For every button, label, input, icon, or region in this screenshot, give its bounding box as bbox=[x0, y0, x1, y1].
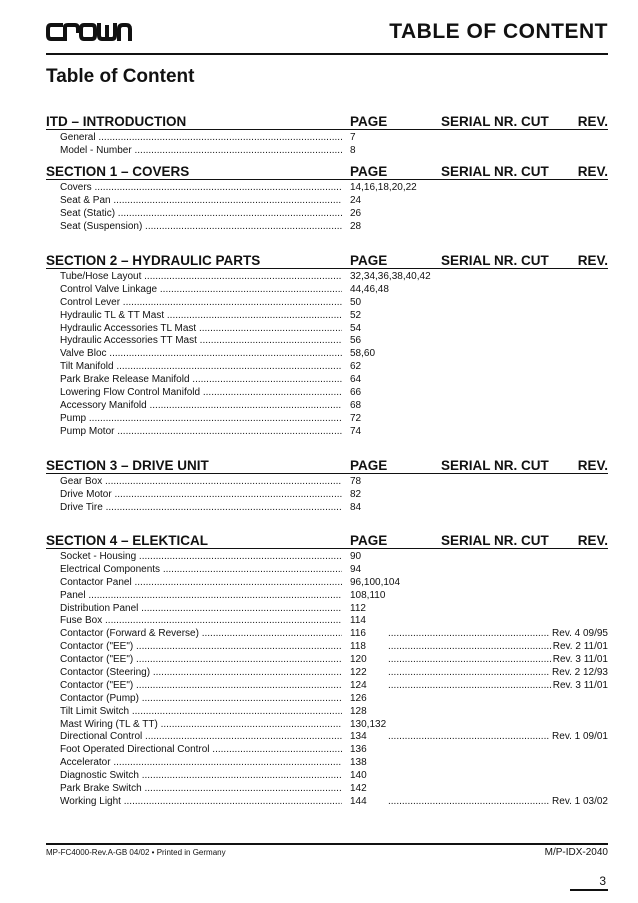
toc-entry[interactable] bbox=[46, 476, 608, 489]
entry-name: Drive Motor ..... bbox=[60, 489, 342, 502]
toc-entry[interactable] bbox=[46, 628, 608, 641]
entry-name: Hydraulic Accessories TL Mast ..... bbox=[60, 323, 342, 336]
entry-page: 118 bbox=[350, 641, 366, 653]
entry-rev-group bbox=[370, 654, 608, 667]
entry-rev-group bbox=[370, 628, 608, 641]
toc-entry[interactable] bbox=[46, 310, 608, 323]
entry-name: Hydraulic Accessories TT Mast ..... bbox=[60, 335, 342, 348]
entry-name: Contactor (Pump) ..... bbox=[60, 693, 342, 706]
entry-page: 128 bbox=[350, 705, 367, 717]
section-header bbox=[46, 533, 608, 549]
entry-rev-spacer bbox=[370, 641, 388, 654]
section-header bbox=[46, 164, 608, 180]
entry-name: Contactor Panel ..... bbox=[60, 577, 342, 590]
toc-entry[interactable] bbox=[46, 271, 608, 284]
entry-page: 78 bbox=[350, 476, 362, 487]
toc-entry[interactable] bbox=[46, 615, 608, 628]
entry-page: 7 bbox=[350, 132, 356, 143]
rev-column-label: REV. bbox=[577, 458, 608, 473]
rev-column-label: REV. bbox=[577, 253, 608, 268]
entry-rev-spacer bbox=[370, 667, 388, 680]
entry-page: 94 bbox=[350, 563, 362, 575]
entry-name: Tube/Hose Layout ..... bbox=[60, 271, 342, 284]
page-column-label: PAGE bbox=[350, 458, 388, 473]
leader-dots bbox=[388, 654, 551, 667]
entry-page: 114 bbox=[350, 615, 366, 627]
entry-name: Mast Wiring (TL & TT) ..... bbox=[60, 719, 342, 732]
entry-page: 130,132 bbox=[350, 718, 387, 730]
entry-name: Diagnostic Switch ..... bbox=[60, 770, 342, 783]
entry-name: Seat (Suspension) ..... bbox=[60, 221, 342, 234]
entry-page: 66 bbox=[350, 387, 362, 399]
entry-page: 58,60 bbox=[350, 348, 376, 360]
toc-entry[interactable] bbox=[46, 182, 608, 195]
rev-column-label: REV. bbox=[577, 114, 608, 129]
entry-page: 120 bbox=[350, 654, 367, 666]
section-header bbox=[46, 253, 608, 269]
leader-dots bbox=[388, 667, 550, 680]
entry-name: Accelerator ..... bbox=[60, 757, 342, 770]
section-title: ITD – INTRODUCTION bbox=[46, 114, 187, 129]
entry-name: Valve Bloc ..... bbox=[60, 348, 342, 361]
entry-page: 122 bbox=[350, 667, 367, 679]
toc-section bbox=[46, 164, 608, 234]
toc-entry[interactable] bbox=[46, 208, 608, 221]
page-header bbox=[46, 18, 608, 50]
toc-entry[interactable] bbox=[46, 489, 608, 502]
entry-page: 116 bbox=[350, 628, 366, 640]
toc-entry[interactable] bbox=[46, 577, 608, 590]
section-title: SECTION 1 – COVERS bbox=[46, 164, 190, 179]
entry-page: 140 bbox=[350, 770, 367, 782]
entry-name: Socket - Housing ..... bbox=[60, 551, 342, 564]
rev-column-label: REV. bbox=[577, 164, 608, 179]
entry-page: 74 bbox=[350, 425, 362, 437]
toc-entry[interactable] bbox=[46, 719, 608, 732]
entry-rev-group bbox=[370, 731, 608, 744]
entry-name: Contactor (Forward & Reverse) ..... bbox=[60, 628, 342, 641]
footer-document-id: MP-FC4000-Rev.A-GB 04/02 • Printed in Germany bbox=[46, 848, 226, 857]
section-title: SECTION 3 – DRIVE UNIT bbox=[46, 458, 209, 473]
entry-revision: Rev. 2 11/01 bbox=[552, 641, 608, 653]
header-title: TABLE OF CONTENT bbox=[389, 20, 608, 43]
entry-page: 134 bbox=[350, 731, 367, 743]
entry-rev-group bbox=[370, 641, 608, 654]
entry-name: Panel ..... bbox=[60, 590, 342, 603]
entry-name: Contactor ("EE") ..... bbox=[60, 654, 342, 667]
toc-section bbox=[46, 458, 608, 515]
toc-entry[interactable] bbox=[46, 757, 608, 770]
page-number: 3 bbox=[599, 874, 606, 888]
entry-name: Park Brake Switch ..... bbox=[60, 783, 342, 796]
entry-rev-spacer bbox=[370, 680, 388, 693]
entry-revision: Rev. 1 03/02 bbox=[552, 795, 608, 807]
page-column-label: PAGE bbox=[350, 114, 388, 129]
rev-column-label: REV. bbox=[577, 533, 608, 548]
entry-name: Gear Box ..... bbox=[60, 476, 342, 489]
toc-entry[interactable] bbox=[46, 195, 608, 208]
entry-page: 50 bbox=[350, 296, 362, 308]
serial-column-label: SERIAL NR. CUT bbox=[441, 164, 549, 179]
entry-page: 90 bbox=[350, 551, 362, 562]
toc-entry[interactable] bbox=[46, 783, 608, 796]
entry-page: 28 bbox=[350, 220, 362, 232]
leader-dots bbox=[388, 628, 550, 641]
entry-page: 52 bbox=[350, 309, 362, 321]
leader-dots bbox=[388, 796, 550, 809]
entry-rev-spacer bbox=[370, 796, 388, 809]
toc-entry[interactable] bbox=[46, 145, 608, 158]
toc-entry[interactable] bbox=[46, 426, 608, 439]
entry-name: Model - Number ..... bbox=[60, 145, 342, 158]
serial-column-label: SERIAL NR. CUT bbox=[441, 458, 549, 473]
entry-name: Contactor ("EE") ..... bbox=[60, 680, 342, 693]
entry-page: 84 bbox=[350, 501, 362, 513]
toc-entry[interactable] bbox=[46, 744, 608, 757]
footer-index-code: M/P-IDX-2040 bbox=[544, 847, 608, 858]
toc-entry[interactable] bbox=[46, 770, 608, 783]
toc-entry[interactable] bbox=[46, 323, 608, 336]
entry-revision: Rev. 3 11/01 bbox=[552, 654, 608, 666]
entry-rev-group bbox=[370, 680, 608, 693]
entry-page: 56 bbox=[350, 335, 362, 347]
toc-entry[interactable] bbox=[46, 551, 608, 564]
entry-rev-group bbox=[370, 796, 608, 809]
page-column-label: PAGE bbox=[350, 533, 388, 548]
entry-revision: Rev. 2 12/93 bbox=[552, 667, 608, 679]
entry-page: 54 bbox=[350, 322, 362, 334]
entry-name: Pump Motor ..... bbox=[60, 426, 342, 439]
entry-name: Distribution Panel ..... bbox=[60, 603, 342, 616]
toc-entry[interactable] bbox=[46, 374, 608, 387]
entry-page: 72 bbox=[350, 412, 362, 424]
toc-entry[interactable] bbox=[46, 641, 608, 654]
toc-entry[interactable] bbox=[46, 667, 608, 680]
toc-entry[interactable] bbox=[46, 693, 608, 706]
toc-section bbox=[46, 253, 608, 439]
toc-entry[interactable] bbox=[46, 680, 608, 693]
toc-entry[interactable] bbox=[46, 603, 608, 616]
entry-revision: Rev. 4 09/95 bbox=[552, 628, 608, 640]
toc-entry[interactable] bbox=[46, 413, 608, 426]
entry-page: 64 bbox=[350, 374, 362, 386]
toc-entry[interactable] bbox=[46, 590, 608, 603]
toc-entry[interactable] bbox=[46, 361, 608, 374]
entry-name: General ..... bbox=[60, 132, 342, 145]
entry-page: 82 bbox=[350, 488, 362, 500]
toc-section bbox=[46, 114, 608, 158]
toc-entry[interactable] bbox=[46, 731, 608, 744]
page-number-rule bbox=[570, 889, 608, 891]
entry-page: 124 bbox=[350, 679, 367, 691]
entry-page: 26 bbox=[350, 207, 362, 219]
entry-name: Control Lever ..... bbox=[60, 297, 342, 310]
entry-page: 8 bbox=[350, 144, 356, 156]
section-header bbox=[46, 114, 608, 130]
serial-column-label: SERIAL NR. CUT bbox=[441, 533, 549, 548]
serial-column-label: SERIAL NR. CUT bbox=[441, 253, 549, 268]
entry-name: Electrical Components ..... bbox=[60, 564, 342, 577]
leader-dots bbox=[388, 680, 551, 693]
toc-entry[interactable] bbox=[46, 400, 608, 413]
entry-page: 32,34,36,38,40,42 bbox=[350, 271, 431, 282]
toc-section bbox=[46, 533, 608, 809]
entry-rev-group bbox=[370, 667, 608, 680]
entry-page: 144 bbox=[350, 795, 367, 807]
section-title: SECTION 2 – HYDRAULIC PARTS bbox=[46, 253, 261, 268]
entry-name: Drive Tire ..... bbox=[60, 502, 342, 515]
entry-revision: Rev. 3 11/01 bbox=[552, 679, 608, 691]
toc-entry[interactable] bbox=[46, 796, 608, 809]
footer-rule bbox=[46, 843, 608, 845]
entry-page: 24 bbox=[350, 194, 362, 206]
toc-entry[interactable] bbox=[46, 654, 608, 667]
entry-name: Covers ..... bbox=[60, 182, 342, 195]
entry-page: 68 bbox=[350, 399, 362, 411]
entry-name: Fuse Box ..... bbox=[60, 615, 342, 628]
entry-page: 138 bbox=[350, 757, 367, 769]
entry-page: 142 bbox=[350, 783, 367, 795]
toc-entry[interactable] bbox=[46, 564, 608, 577]
entry-revision: Rev. 1 09/01 bbox=[552, 731, 608, 743]
entry-name: Foot Operated Directional Control ..... bbox=[60, 744, 342, 757]
entry-name: Contactor (Steering) ..... bbox=[60, 667, 342, 680]
entry-name: Seat & Pan ..... bbox=[60, 195, 342, 208]
section-header bbox=[46, 458, 608, 474]
entry-page: 62 bbox=[350, 361, 362, 373]
leader-dots bbox=[388, 641, 551, 654]
toc-entry[interactable] bbox=[46, 335, 608, 348]
section-title: SECTION 4 – ELEKTICAL bbox=[46, 533, 209, 548]
entry-page: 126 bbox=[350, 692, 367, 704]
page-column-label: PAGE bbox=[350, 253, 388, 268]
toc-entry[interactable] bbox=[46, 387, 608, 400]
entry-name: Lowering Flow Control Manifold ..... bbox=[60, 387, 342, 400]
entry-rev-spacer bbox=[370, 654, 388, 667]
entry-name: Control Valve Linkage ..... bbox=[60, 284, 342, 297]
header-rule bbox=[46, 53, 608, 55]
toc-entry[interactable] bbox=[46, 502, 608, 515]
entry-name: Tilt Manifold ..... bbox=[60, 361, 342, 374]
toc-entry[interactable] bbox=[46, 284, 608, 297]
entry-name: Tilt Limit Switch ..... bbox=[60, 706, 342, 719]
crown-logo bbox=[46, 21, 132, 43]
page-column-label: PAGE bbox=[350, 164, 388, 179]
entry-page: 96,100,104 bbox=[350, 576, 401, 588]
toc-entry[interactable] bbox=[46, 297, 608, 310]
entry-name: Seat (Static) ..... bbox=[60, 208, 342, 221]
entry-rev-spacer bbox=[370, 731, 388, 744]
serial-column-label: SERIAL NR. CUT bbox=[441, 114, 549, 129]
entry-name: Accessory Manifold ..... bbox=[60, 400, 342, 413]
entry-name: Hydraulic TL & TT Mast ..... bbox=[60, 310, 342, 323]
entry-page: 44,46,48 bbox=[350, 283, 389, 295]
page-title: Table of Content bbox=[46, 66, 195, 87]
leader-dots bbox=[388, 731, 550, 744]
entry-name: Pump ..... bbox=[60, 413, 342, 426]
entry-page: 108,110 bbox=[350, 589, 386, 601]
toc-entry[interactable] bbox=[46, 221, 608, 234]
entry-page: 14,16,18,20,22 bbox=[350, 182, 417, 193]
entry-name: Working Light ..... bbox=[60, 796, 342, 809]
toc-entry[interactable] bbox=[46, 348, 608, 361]
toc-entry[interactable] bbox=[46, 706, 608, 719]
entry-page: 136 bbox=[350, 744, 367, 756]
toc-entry[interactable] bbox=[46, 132, 608, 145]
entry-name: Park Brake Release Manifold ..... bbox=[60, 374, 342, 387]
entry-page: 112 bbox=[350, 602, 366, 614]
entry-name: Contactor ("EE") ..... bbox=[60, 641, 342, 654]
entry-name: Directional Control ..... bbox=[60, 731, 342, 744]
entry-rev-spacer bbox=[370, 628, 388, 641]
